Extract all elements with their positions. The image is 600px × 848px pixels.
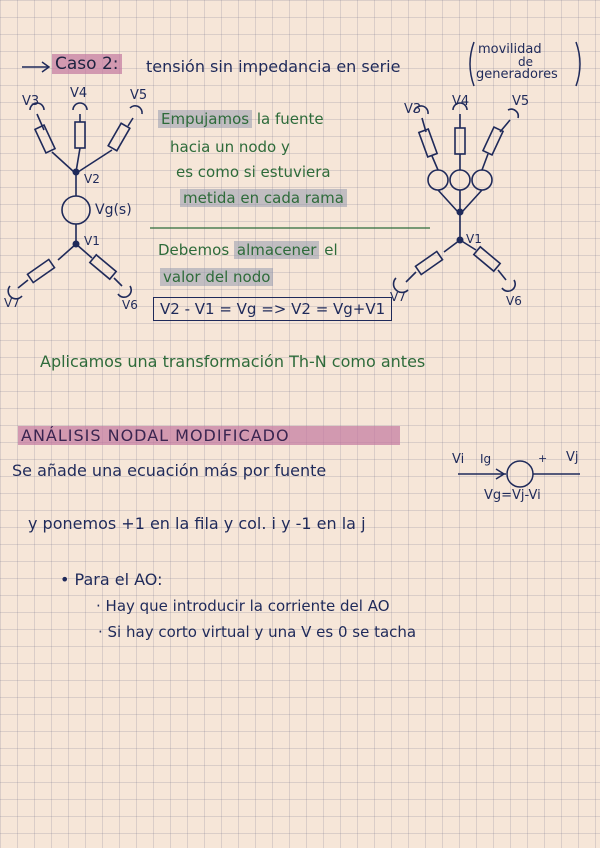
right-label-v6: V6 [506, 294, 522, 308]
caso-arrow [22, 60, 52, 74]
right-label-v7: V7 [390, 290, 406, 304]
green-line1-rest: la fuente [256, 110, 324, 128]
ao-bullet: • Para el AO: [60, 570, 163, 589]
green-line1-highlight: Empujamos [158, 110, 252, 128]
green-line3: es como si estuviera [176, 163, 331, 181]
left-label-v1: V1 [84, 234, 100, 248]
store-line1-c: el [324, 241, 338, 259]
mna-line2: y ponemos +1 en la fila y col. i y -1 en la j [28, 514, 366, 533]
store-line2: valor del nodo [160, 268, 273, 286]
store-line1-a: Debemos [158, 241, 230, 259]
ao-item-2: · Si hay corto virtual y una V es 0 se tacha [98, 623, 417, 641]
right-label-v5: V5 [512, 94, 530, 109]
transform-line: Aplicamos una transformación Th-N como antes [40, 352, 426, 371]
left-label-v6: V6 [122, 298, 138, 312]
ao-item-1: · Hay que introducir la corriente del AO [96, 597, 390, 615]
note-line1: movilidad [478, 42, 542, 57]
caso-label: Caso 2: [52, 54, 122, 74]
left-label-vg: Vg(s) [95, 202, 132, 218]
mna-line1: Se añade una ecuación más por fuente [12, 461, 327, 480]
note-line3: generadores [476, 67, 558, 82]
right-label-v1: V1 [466, 232, 482, 246]
left-circuit-diagram [0, 80, 170, 320]
green-line2: hacia un nodo y [170, 138, 290, 156]
green-line4: metida en cada rama [180, 189, 347, 207]
store-line1-highlight: almacener [234, 241, 320, 259]
left-label-v4: V4 [70, 86, 88, 101]
green-line1 [158, 110, 324, 128]
section-title: ANÁLISIS NODAL MODIFICADO [18, 426, 400, 445]
store-line1 [158, 241, 338, 259]
node-equation-box: V2 - V1 = Vg => V2 = Vg+V1 [153, 297, 392, 321]
note-line2: de [518, 55, 533, 69]
src-plus-sign: + [538, 452, 548, 465]
left-label-v2: V2 [84, 172, 100, 186]
caso-title: tensión sin impedancia en serie [146, 57, 401, 76]
right-circuit-diagram [390, 90, 540, 320]
src-vi-label: Vi [452, 452, 465, 467]
right-label-v3: V3 [404, 102, 422, 117]
left-label-v3: V3 [22, 94, 40, 109]
left-label-v5: V5 [130, 88, 148, 103]
src-equation: Vg=Vj-Vi [484, 488, 541, 503]
left-label-v7: V7 [4, 296, 20, 310]
src-ig-label: Ig [480, 452, 492, 466]
src-vj-label: Vj [566, 450, 579, 465]
right-label-v4: V4 [452, 94, 470, 109]
